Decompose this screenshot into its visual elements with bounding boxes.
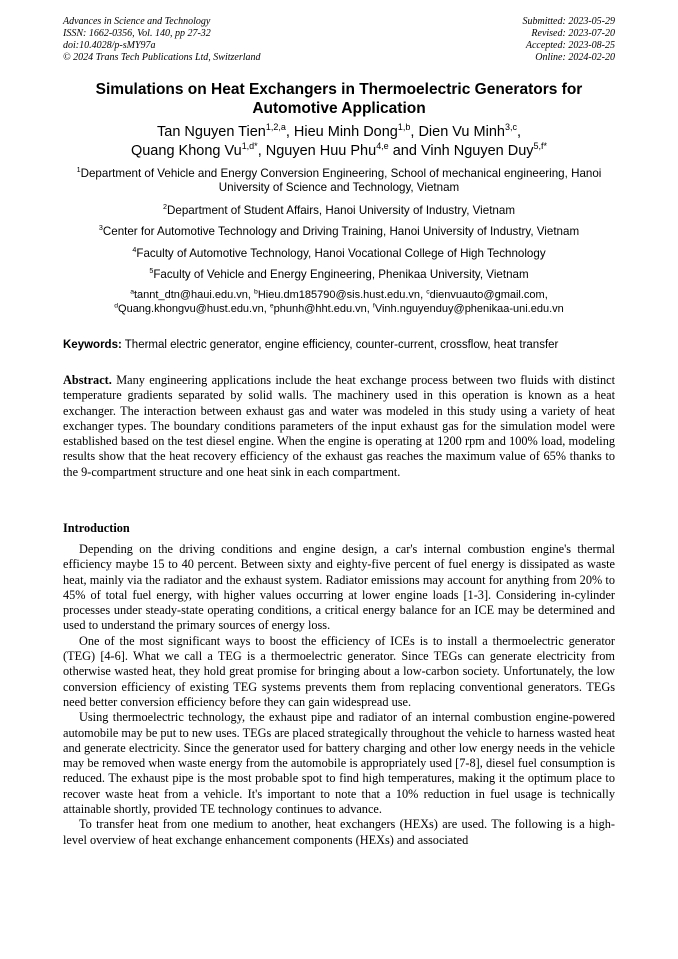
keywords (63, 338, 618, 352)
affiliation: $^4$Faculty of Automotive Technology, Hanoi Vocational College of High Technology (132, 245, 546, 260)
keywords-label: Keywords: (63, 339, 122, 351)
affiliation: $^3$Center for Automotive Technology and Driving Training, Hanoi University of Industry, Vietnam (98, 223, 580, 238)
affiliation: $^2$Department of Student Affairs, Hanoi University of Industry, Vietnam (163, 202, 515, 217)
online-date: Online: 2024-02-20 (535, 52, 615, 63)
affiliation: $^5$Faculty of Vehicle and Energy Engineering, Phenikaa University, Vietnam (149, 266, 529, 281)
paragraph: Depending on the driving conditions and engine design, a car's internal combustion engine's thermal efficiency maybe 15 to 40 percent. Between sixty and eighty-five percent of fuel energy is dissipated as waste heat, mainly via the radiator and the exhaust system. Radiator emissions may account for anything from 20% to 45% of total fuel energy, with higher values occurring at lower engine loads [1-3]. Considering in-cylinder processes under steady-state operating conditions, a critical energy balance for an ICE may be determined and used to understand the primary sources of energy loss. (63, 542, 615, 633)
email[interactable]: $^a$tannt_dtn@haui.edu.vn (130, 288, 248, 301)
revised-date: Revised: 2023-07-20 (531, 28, 615, 39)
abstract (63, 373, 615, 480)
author: Nguyen Huu Phu$^{4,e}$ and (265, 141, 421, 159)
paragraph: To transfer heat from one medium to another, heat exchangers (HEXs) are used. The following is a high-level overview of heat exchange enhancement components (HEXs) and associated (63, 817, 615, 847)
email[interactable]: $^e$phunh@hht.edu.vn (269, 302, 367, 315)
email[interactable]: $^b$Hieu.dm185790@sis.hust.edu.vn (254, 288, 421, 301)
submitted-date: Submitted: 2023-05-29 (522, 16, 615, 27)
keywords-text: Thermal electric generator, engine efficiency, counter-current, crossflow, heat transfer (121, 339, 559, 351)
issn: ISSN: 1662-0356, Vol. 140, pp 27-32 (63, 28, 211, 39)
abstract-text: Many engineering applications include the heat exchange process between two fluids with distinct temperature gradients separated by solid walls. The machinery used in this operation is known as a heat exchanger. The interaction between exhaust gas and water was modeled in this study using a variety of heat exchanger types. The boundary conditions parameters of the input exhaust gas for the simulation model were established based on the test diesel engine. When the engine is operating at 1200 rpm and 100% load, modeling results show that the heat recovery efficiency of the exhaust gas reaches the maximum value of 65% thanks to the 9-compartment structure and one heat sink in each compartment. (63, 373, 615, 479)
author-list (60, 123, 618, 161)
email[interactable]: $^c$dienvuauto@gmail.com (426, 288, 545, 301)
paragraph: Using thermoelectric technology, the exhaust pipe and radiator of an internal combustion engine-powered automobile may be put to new uses. TEGs are placed strategically throughout the vehicle to harness wasted heat and generate electricity. Since the generator used for battery charging and other low energy needs in the vehicle may be removed when waste energy from the automobile is appropriately used [7-8], diesel fuel consumption is reduced. The exhaust pipe is the most probable spot to find high temperatures, making it the optimum place to recover waste heat from a vehicle. It's important to note that a 10% reduction in fuel usage is technically attainable shortly, provided TE technology continues to advance. (63, 710, 615, 817)
author: Tan Nguyen Tien$^{1,2,a}$, (157, 122, 294, 140)
author: Dien Vu Minh$^{3,c}$, (418, 122, 521, 140)
author: Vinh Nguyen Duy$^{5,f*}$ (420, 141, 548, 159)
affiliation: $^1$Department of Vehicle and Energy Conversion Engineering, School of mechanical engineering, Hanoi University of Science and Technology, Vietnam (76, 165, 602, 194)
email[interactable]: $^d$Quang.khongvu@hust.edu.vn (114, 302, 264, 315)
doi: doi:10.4028/p-sMY97a (63, 40, 156, 51)
email[interactable]: $^f$Vinh.nguyenduy@phenikaa-uni.edu.vn (372, 302, 564, 315)
introduction-body (63, 542, 615, 848)
journal-name: Advances in Science and Technology (63, 16, 211, 27)
author-emails: $^a$tannt_dtn@haui.edu.vn, $^b$Hieu.dm185790@sis.hust.edu.vn, $^c$dienvuauto@gmail.com, $^d$Quang.khongvu@hust.edu.vn, $^e$phunh@hht.edu.vn, $^f$Vinh.nguyenduy@phenikaa-uni.edu.vn (114, 288, 564, 315)
publication-dates (523, 16, 616, 64)
journal-info (63, 16, 261, 64)
author: Hieu Minh Dong$^{1,b}$, (293, 122, 419, 140)
copyright: © 2024 Trans Tech Publications Ltd, Switzerland (63, 52, 261, 63)
author: Quang Khong $Vu^{1,d*}$, (130, 141, 266, 159)
paragraph: One of the most significant ways to boost the efficiency of ICEs is to install a thermoelectric generator (TEG) [4-6]. What we call a TEG is a thermoelectric generator. Since TEGs can generate electricity from otherwise wasted heat, they hold great promise for bringing about a low-carbon society. Unfortunately, the low conversion efficiency of existing TEG systems prevents them from replacing conventional generators. TEGs need better conversion efficiency before they can gain widespread use. (63, 633, 615, 709)
abstract-label: Abstract. (63, 373, 112, 387)
accepted-date: Accepted: 2023-08-25 (525, 40, 615, 51)
section-heading: Introduction (63, 521, 130, 535)
paper-title: Simulations on Heat Exchangers in Thermoelectric Generators for Automotive Application (95, 81, 583, 117)
